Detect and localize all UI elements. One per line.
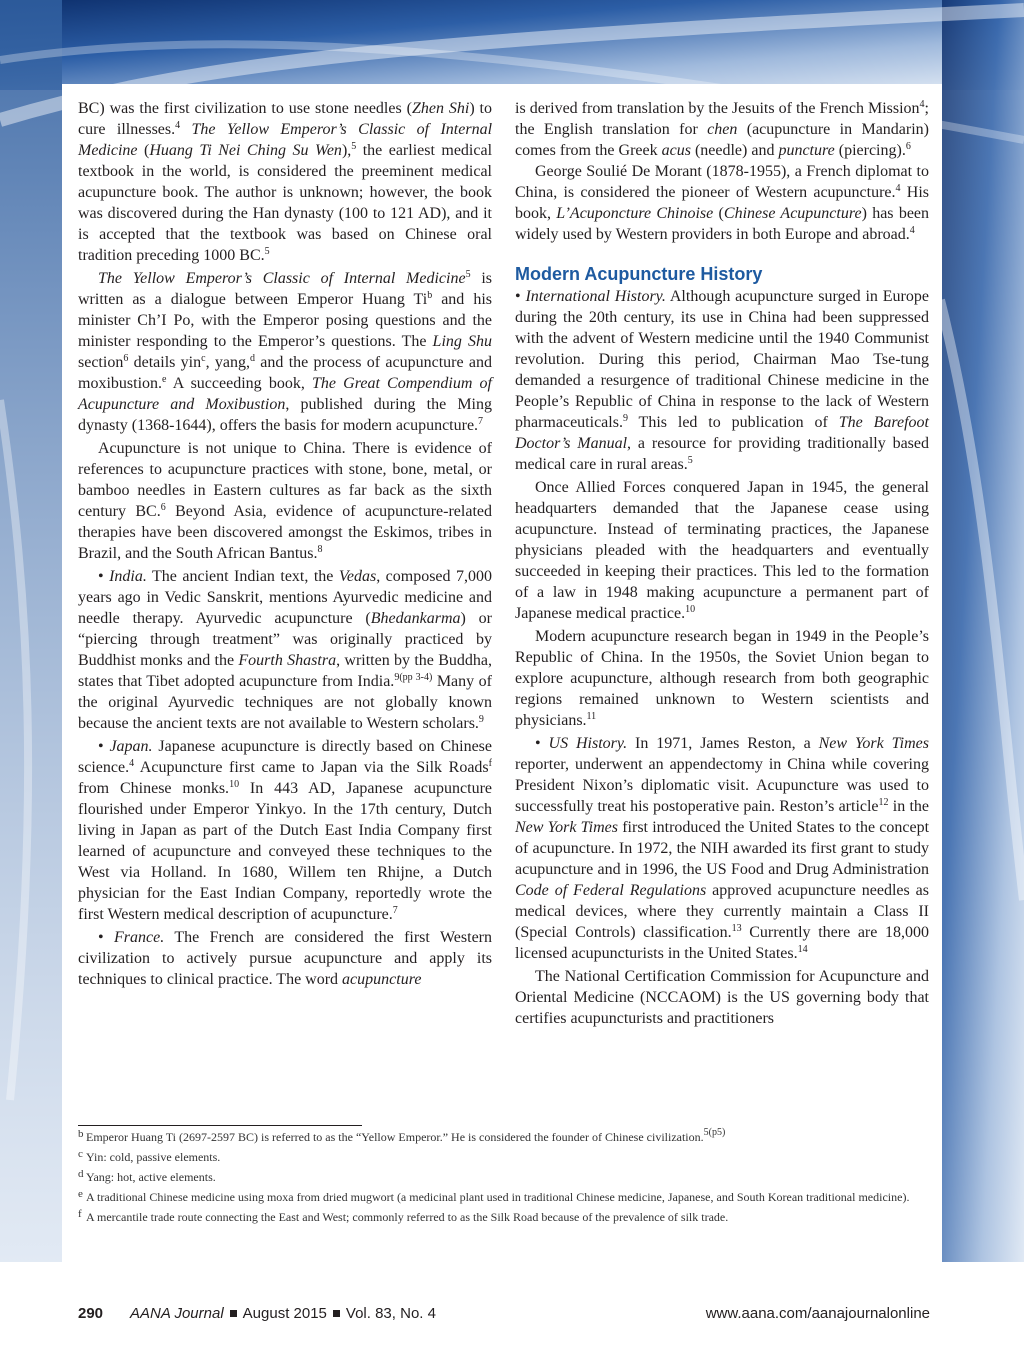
footnote-divider <box>78 1125 362 1126</box>
paragraph: Once Allied Forces conquered Japan in 1945, the general headquarters demanded that the Japanese cease using acupuncture. Instead of terminating practices, the Japanese physicians pleaded with the headquarters and eventually succeeded in keeping their practices. This led to the formation of a law in 1948 making acupuncture a permanent part of Japanese medical practice.$^{10}$ <box>515 479 929 622</box>
section-heading: Modern Acupuncture History <box>515 264 763 284</box>
square-bullet-icon <box>230 1310 237 1317</box>
journal-name: AANA Journal <box>130 1305 224 1322</box>
footnote: e A traditional Chinese medicine using moxa from dried mugwort (a medicinal plant used in traditional Chinese medicine, Japanese, and South Korean traditional medicine). <box>78 1188 910 1204</box>
paragraph: • US History. In 1971, James Reston, a New York Times reporter, underwent an appendectomy in China while covering President Nixon’s diplomatic visit. Acupuncture was used to successfully treat his postoperative pain. Reston’s article$^{12}$ in the New York Times first introduced the United States to the concept of acupuncture. In 1972, the NIH awarded its first grant to study acupuncture and in 1996, the US Food and Drug Administration Code of Federal Regulations approved acupuncture needles as medical devices, where they currently maintain a Class II (Special Controls) classification.$^{13}$ Currently there are 18,000 licensed acupuncturists in the United States.$^{14}$ <box>515 735 930 962</box>
volume: Vol. 83, No. 4 <box>345 1305 436 1322</box>
right-column <box>515 98 929 1029</box>
page-number: 290 <box>78 1305 104 1322</box>
footnote: f A mercantile trade route connecting the East and West; commonly referred to as the Silk Road because of the prevalence of silk trade. <box>78 1208 729 1224</box>
paragraph: is derived from translation by the Jesuits of the French Mission$^4$; the English translation for chen (acupuncture in Mandarin) comes from the Greek acus (needle) and puncture (piercing).$^6$ <box>515 99 930 159</box>
paragraph: Acupuncture is not unique to China. There is evidence of references to acupuncture practices with stone, bone, metal, or bamboo needles in Eastern cultures as far back as the sixth century BC.$^6$ Beyond Asia, evidence of acupuncture-related therapies have been discovered amongst the Eskimos, tribes in Brazil, and the South African Bantus.$^8$ <box>78 440 492 562</box>
page-footer <box>78 1305 930 1327</box>
paragraph: • Japan. Japanese acupuncture is directly based on Chinese science.$^4$ Acupuncture first came to Japan via the Silk Roads$^f$ from Chinese monks.$^{10}$ In 443 AD, Japanese acupuncture flourished under Emperor Yinkyo. In the 17th century, Dutch living in Japan as part of the Dutch East India Company first learned of acupuncture and conveyed these techniques to the West via Holland. In 1680, Willem ten Rhijne, a Dutch physician for the East Indian Company, reportedly wrote the first Western medical description of acupuncture.$^7$ <box>78 738 492 923</box>
left-column <box>78 98 492 990</box>
issue-date: August 2015 <box>242 1305 327 1322</box>
footnote: b Emperor Huang Ti (2697-2597 BC) is referred to as the “Yellow Emperor.” He is considered the founder of Chinese civilization.$^{5(p5)}$ <box>78 1127 726 1144</box>
journal-citation <box>130 1305 436 1322</box>
footnotes <box>78 1127 930 1230</box>
paragraph: The National Certification Commission for Acupuncture and Oriental Medicine (NCCAOM) is the US governing body that certifies acupuncturists and practitioners <box>515 968 929 1027</box>
square-bullet-icon <box>333 1310 340 1317</box>
paragraph: Modern acupuncture research began in 1949 in the People’s Republic of China. In the 1950s, the Soviet Union began to explore acupuncture, although research from both geographic regions remained unknown to Western scientists and physicians.$^{11}$ <box>515 628 929 729</box>
journal-url: www.aana.com/aanajournalonline <box>705 1305 930 1322</box>
paragraph: • India. The ancient Indian text, the Vedas, composed 7,000 years ago in Vedic Sanskrit, mentions Ayurvedic medicine and needle therapy. Ayurvedic acupuncture (Bhedankarma) or “piercing through treatment” was originally practiced by Buddhist monks and the Fourth Shastra, written by the Buddha, states that Tibet adopted acupuncture from India.$^{9(pp 3-4)}$ Many of the original Ayurvedic techniques are not globally known because the ancient texts are not available to Western scholars.$^9$ <box>78 568 493 732</box>
paragraph: BC) was the first civilization to use stone needles (Zhen Shi) to cure illnesses.$^4$ The Yellow Emperor’s Classic of Internal Medicine (Huang Ti Nei Ching Su Wen),$^5$ the earliest medical textbook in the world, is considered the preeminent medical acupuncture book. The author is unknown; however, the book was discovered during the Han dynasty (100 to 121 AD), and it is accepted that the textbook was based on Chinese oral tradition preceding 1000 BC.$^5$ <box>78 100 493 264</box>
paragraph: • International History. Although acupuncture surged in Europe during the 20th century, its use in China had been suppressed with the advent of Western medicine until the 1940 Communist revolution. During this period, Chairman Mao Tse-tung demanded a resurgence of traditional Chinese medicine in the People’s Republic of China in response to the lack of Western pharmaceuticals.$^9$ This led to publication of The Barefoot Doctor’s Manual, a resource for providing traditionally based medical care in rural areas.$^5$ <box>515 288 929 473</box>
paragraph: • France. The French are considered the first Western civilization to actively pursue acupuncture and apply its techniques to clinical practice. The word acupuncture <box>78 929 492 988</box>
footnote: c Yin: cold, passive elements. <box>78 1148 221 1164</box>
footnote: d Yang: hot, active elements. <box>78 1168 216 1184</box>
paragraph: The Yellow Emperor’s Classic of Internal Medicine$^5$ is written as a dialogue between Emperor Huang Ti$^b$ and his minister Ch’I Po, with the Emperor posing questions and the minister responding to the Emperor’s questions. The Ling Shu section$^6$ details yin$^c$, yang,$^d$ and the process of acupuncture and moxibustion.$^e$ A succeeding book, The Great Compendium of Acupuncture and Moxibustion, published during the Ming dynasty (1368-1644), offers the basis for modern acupuncture.$^7$ <box>78 269 493 434</box>
paragraph: George Soulié De Morant (1878-1955), a French diplomat to China, is considered the pioneer of Western acupuncture.$^4$ His book, L’Acuponcture Chinoise (Chinese Acupuncture) has been widely used by Western providers in both Europe and abroad.$^4$ <box>515 163 930 243</box>
